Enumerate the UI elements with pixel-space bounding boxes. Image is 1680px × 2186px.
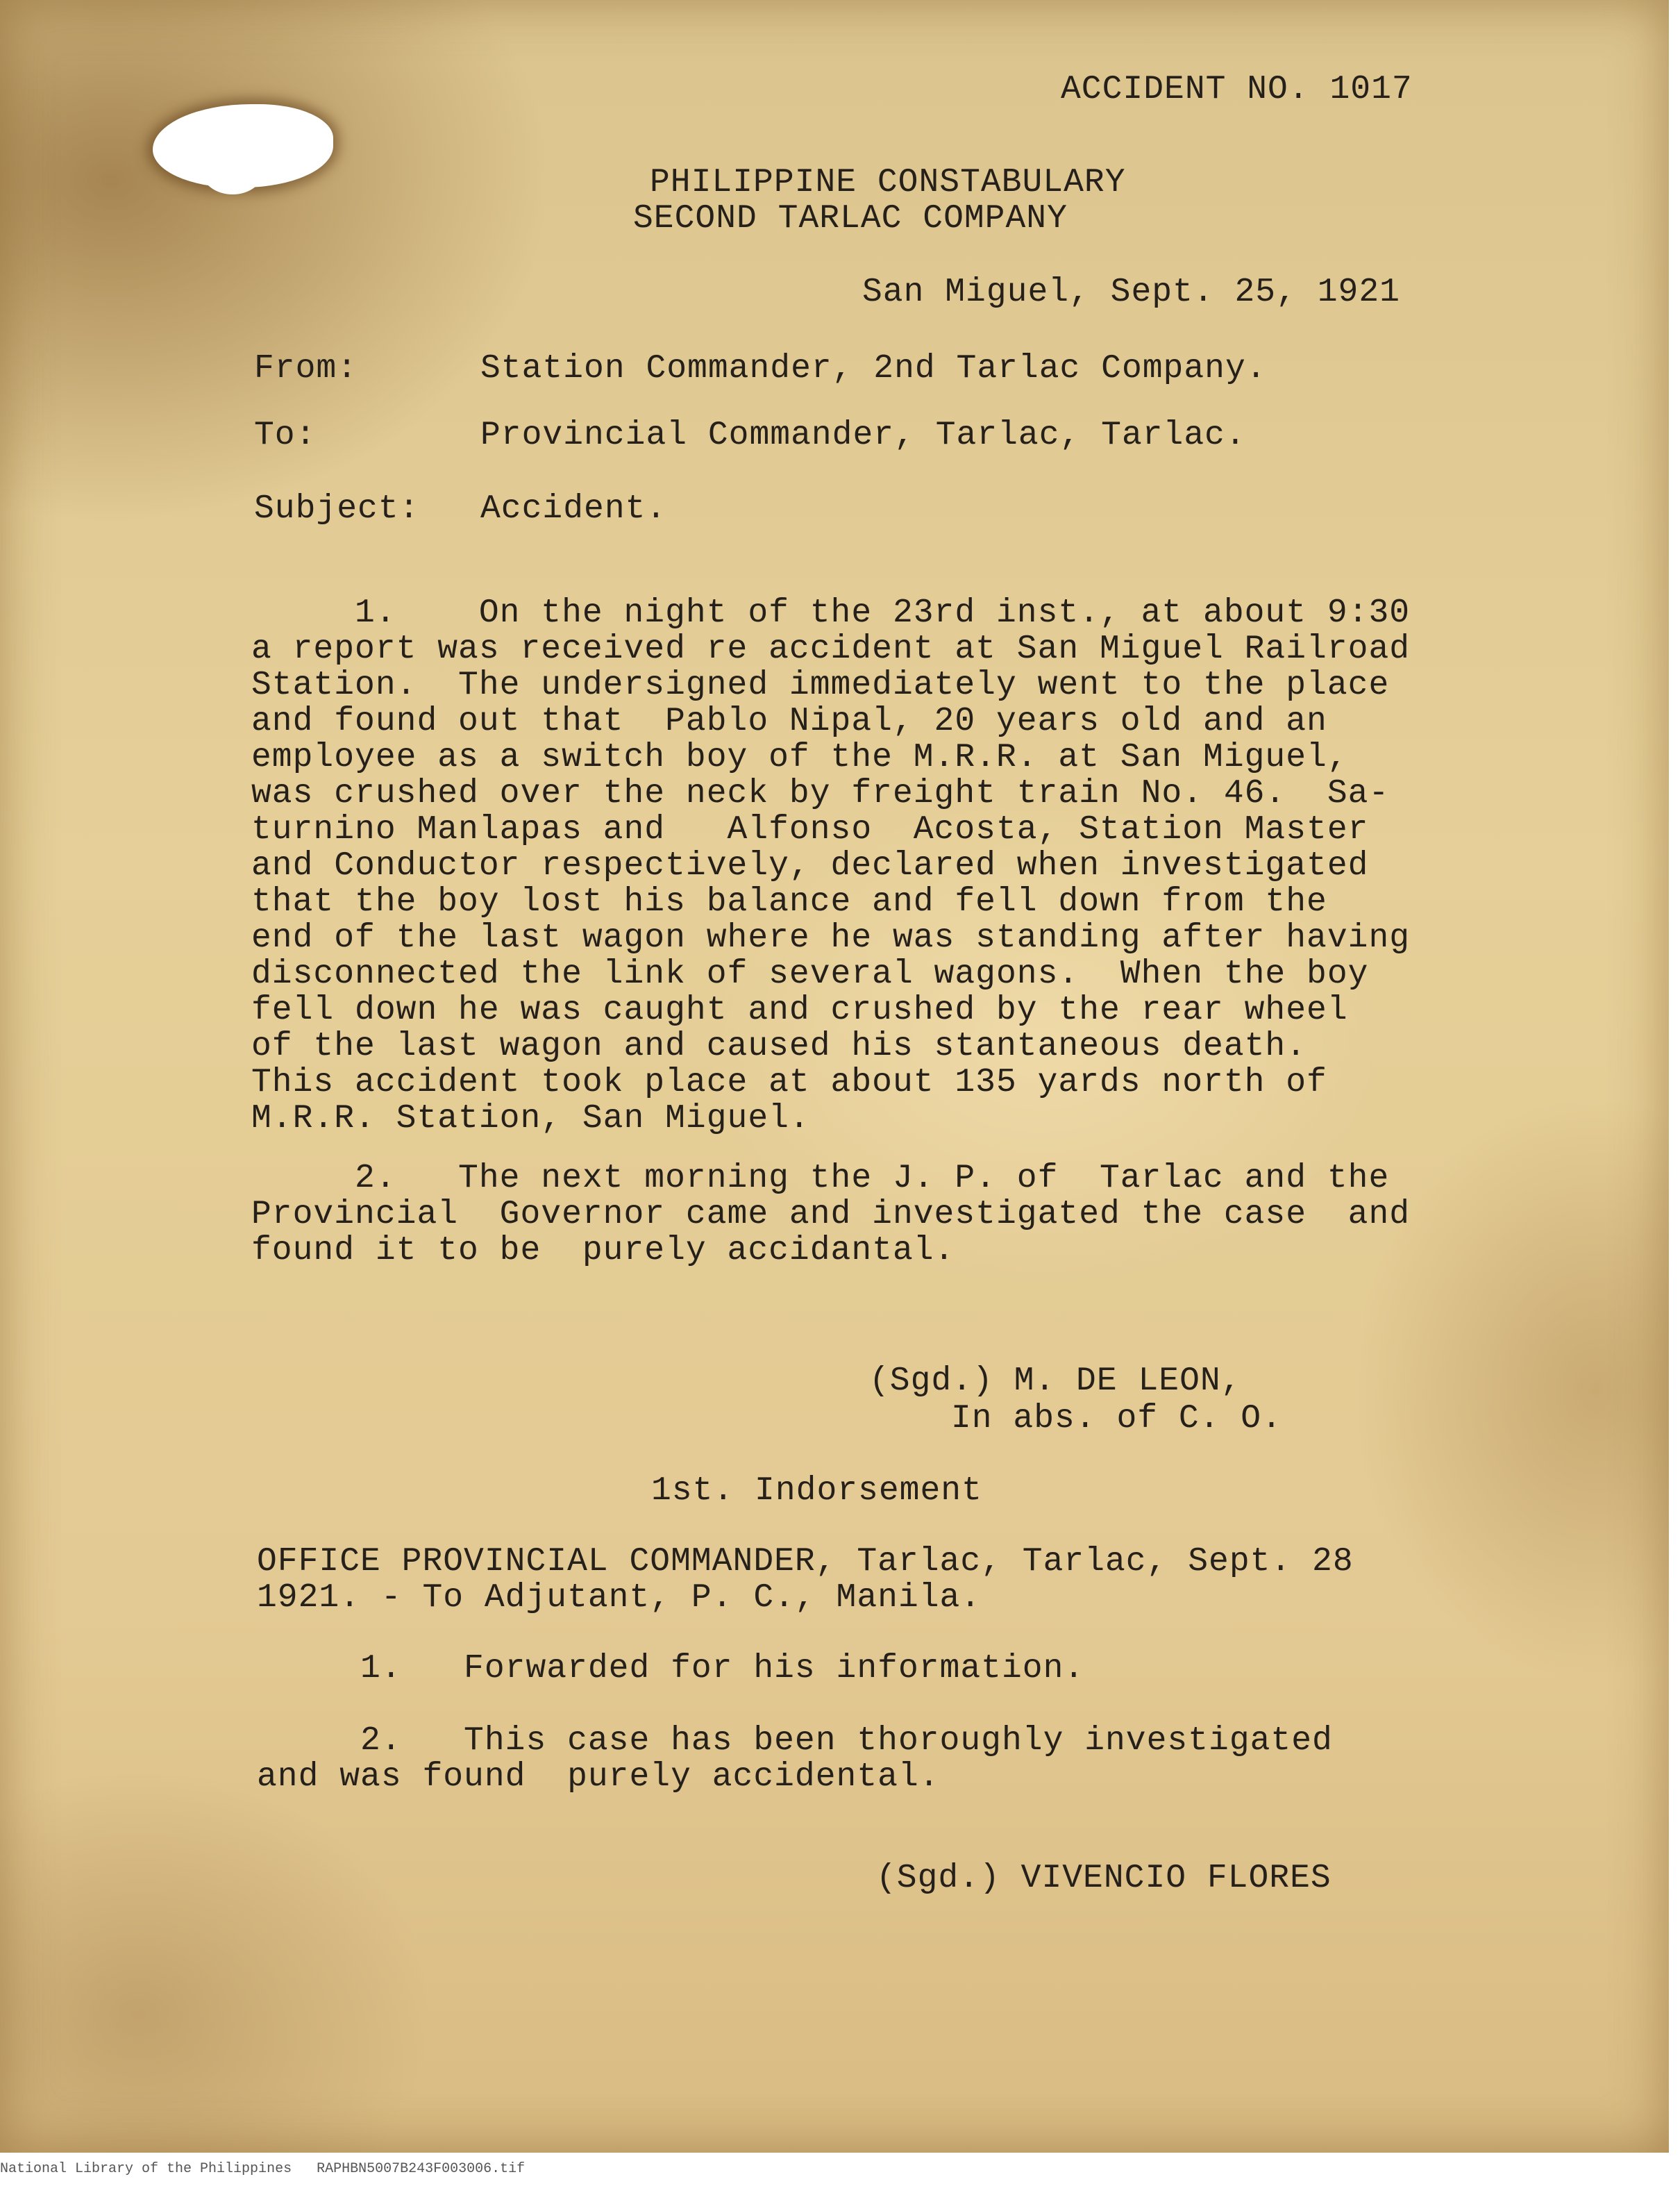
indorsement-title: 1st. Indorsement — [651, 1472, 982, 1510]
scan-footer: National Library of the Philippines RAPHBN5007B243F003006.tif — [0, 2161, 526, 2177]
org-line-1: PHILIPPINE CONSTABULARY — [650, 164, 1126, 201]
para1-line-15: M.R.R. Station, San Miguel. — [251, 1100, 810, 1137]
signature-2: (Sgd.) VIVENCIO FLORES — [876, 1860, 1332, 1897]
para2-line-1: 2. The next morning the J. P. of Tarlac and the — [251, 1160, 1390, 1197]
para1-line-6: was crushed over the neck by freight train No. 46. Sa- — [251, 775, 1390, 812]
para1-line-14: This accident took place at about 135 yards north of — [251, 1064, 1327, 1101]
para1-line-3: Station. The undersigned immediately went to the place — [251, 667, 1390, 704]
para1-line-12: fell down he was caught and crushed by the rear wheel — [251, 992, 1348, 1029]
para2-line-2: Provincial Governor came and investigated the case and — [251, 1196, 1411, 1233]
indorsement-office-line-1: OFFICE PROVINCIAL COMMANDER, Tarlac, Tarlac, Sept. 28 — [257, 1543, 1354, 1580]
place-date: San Miguel, Sept. 25, 1921 — [862, 274, 1400, 311]
to-label: To: — [254, 417, 317, 454]
signature-1-title: In abs. of C. O. — [951, 1400, 1282, 1437]
para1-line-1: 1. On the night of the 23rd inst., at about 9:30 — [251, 594, 1411, 632]
subject-value: Accident. — [480, 490, 667, 528]
para1-line-11: disconnected the link of several wagons. When the boy — [251, 956, 1369, 993]
accident-number: ACCIDENT NO. 1017 — [1061, 71, 1413, 108]
para1-line-13: of the last wagon and caused his stantaneous death. — [251, 1028, 1307, 1065]
indorsement-item-2-line-2: and was found purely accidental. — [257, 1758, 940, 1796]
para1-line-4: and found out that Pablo Nipal, 20 years old and an — [251, 703, 1327, 740]
para2-line-3: found it to be purely accidantal. — [251, 1232, 955, 1269]
para1-line-7: turnino Manlapas and Alfonso Acosta, Station Master — [251, 811, 1369, 849]
signature-1-name: (Sgd.) M. DE LEON, — [869, 1362, 1242, 1400]
indorsement-office-line-2: 1921. - To Adjutant, P. C., Manila. — [257, 1579, 982, 1617]
burn-hole-inner — [201, 146, 264, 194]
indorsement-item-2-line-1: 2. This case has been thoroughly investigated — [257, 1722, 1333, 1760]
indorsement-item-1: 1. Forwarded for his information. — [257, 1650, 1085, 1687]
to-value: Provincial Commander, Tarlac, Tarlac. — [480, 417, 1246, 454]
para1-line-8: and Conductor respectively, declared when investigated — [251, 847, 1369, 885]
para1-line-2: a report was received re accident at San Miguel Railroad — [251, 631, 1411, 668]
subject-label: Subject: — [254, 490, 420, 528]
para1-line-5: employee as a switch boy of the M.R.R. at San Miguel, — [251, 739, 1348, 776]
para1-line-10: end of the last wagon where he was standing after having — [251, 919, 1411, 957]
from-value: Station Commander, 2nd Tarlac Company. — [480, 350, 1267, 387]
para1-line-9: that the boy lost his balance and fell down from the — [251, 883, 1327, 921]
org-line-2: SECOND TARLAC COMPANY — [633, 200, 1068, 237]
from-label: From: — [254, 350, 358, 387]
